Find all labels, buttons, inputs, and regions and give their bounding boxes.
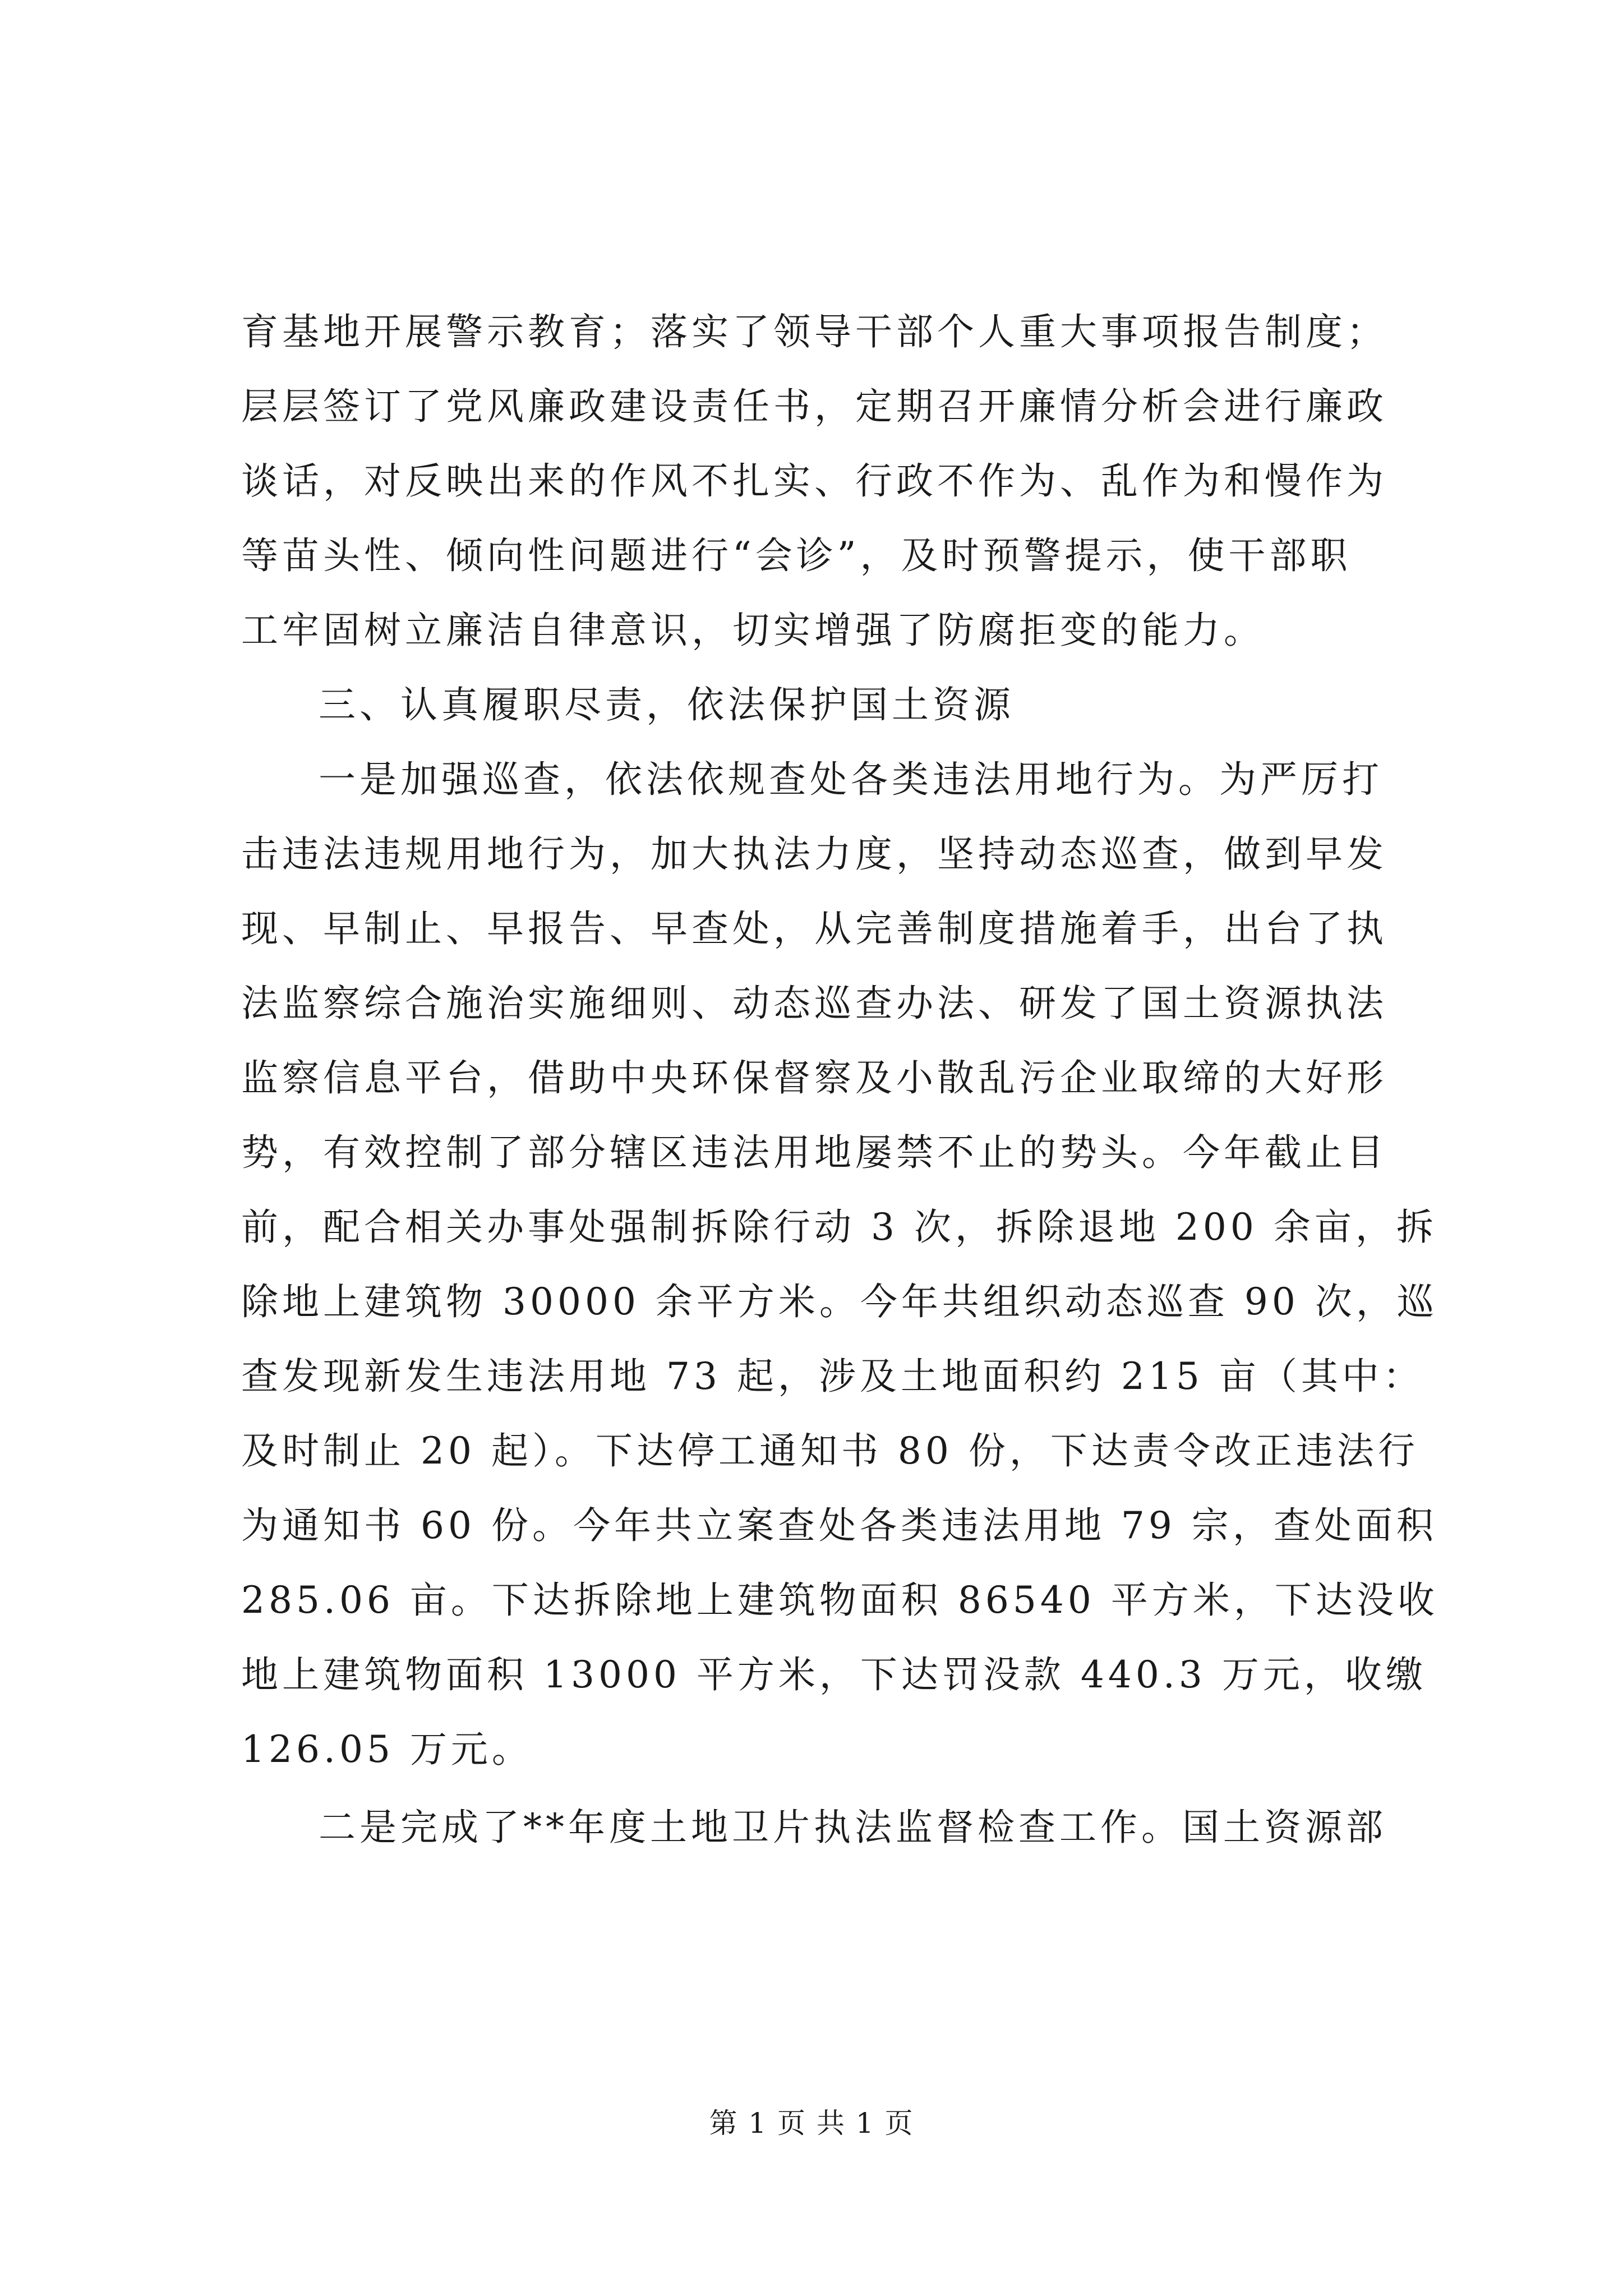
text-line: 势，有效控制了部分辖区违法用地屡禁不止的势头。今年截止目 — [241, 1131, 1387, 1174]
text-line: 及时制止 20 起）。下达停工通知书 80 份，下达责令改正违法行 — [241, 1429, 1419, 1473]
text-line: 现、早制止、早报告、早查处，从完善制度措施着手，出台了执 — [241, 907, 1387, 950]
text-line: 地上建筑物面积 13000 平方米，下达罚没款 440.3 万元，收缴 — [241, 1653, 1427, 1696]
text-line: 查发现新发生违法用地 73 起，涉及土地面积约 215 亩（其中： — [241, 1355, 1424, 1398]
text-line: 谈话，对反映出来的作风不扎实、行政不作为、乱作为和慢作为 — [241, 459, 1387, 503]
text-line: 285.06 亩。下达拆除地上建筑物面积 86540 平方米，下达没收 — [241, 1579, 1438, 1622]
text-line: 一是加强巡查，依法依规查处各类违法用地行为。为严厉打 — [319, 758, 1383, 801]
text-line: 工牢固树立廉洁自律意识，切实增强了防腐拒变的能力。 — [241, 609, 1265, 652]
page-number-footer: 第 1 页 共 1 页 — [709, 2107, 914, 2139]
text-line: 等苗头性、倾向性问题进行“会诊”，及时预警提示，使干部职 — [241, 534, 1352, 577]
text-line: 法监察综合施治实施细则、动态巡查办法、研发了国土资源执法 — [241, 982, 1387, 1025]
text-line: 层层签订了党风廉政建设责任书，定期召开廉情分析会进行廉政 — [241, 385, 1387, 428]
text-line: 育基地开展警示教育；落实了领导干部个人重大事项报告制度； — [241, 310, 1387, 353]
document-body — [241, 295, 1438, 1865]
text-line: 二是完成了**年度土地卫片执法监督检查工作。国土资源部 — [319, 1806, 1387, 1849]
text-line: 为通知书 60 份。今年共立案查处各类违法用地 79 宗，查处面积 — [241, 1504, 1437, 1547]
text-line: 126.05 万元。 — [241, 1728, 533, 1771]
text-line: 前，配合相关办事处强制拆除行动 3 次，拆除退地 200 余亩，拆 — [241, 1205, 1437, 1249]
text-line: 监察信息平台，借助中央环保督察及小散乱污企业取缔的大好形 — [241, 1056, 1387, 1099]
section-heading: 三、认真履职尽责，依法保护国土资源 — [319, 683, 1015, 726]
text-line: 击违法违规用地行为，加大执法力度，坚持动态巡查，做到早发 — [241, 832, 1387, 876]
text-line: 除地上建筑物 30000 余平方米。今年共组织动态巡查 90 次，巡 — [241, 1280, 1438, 1323]
